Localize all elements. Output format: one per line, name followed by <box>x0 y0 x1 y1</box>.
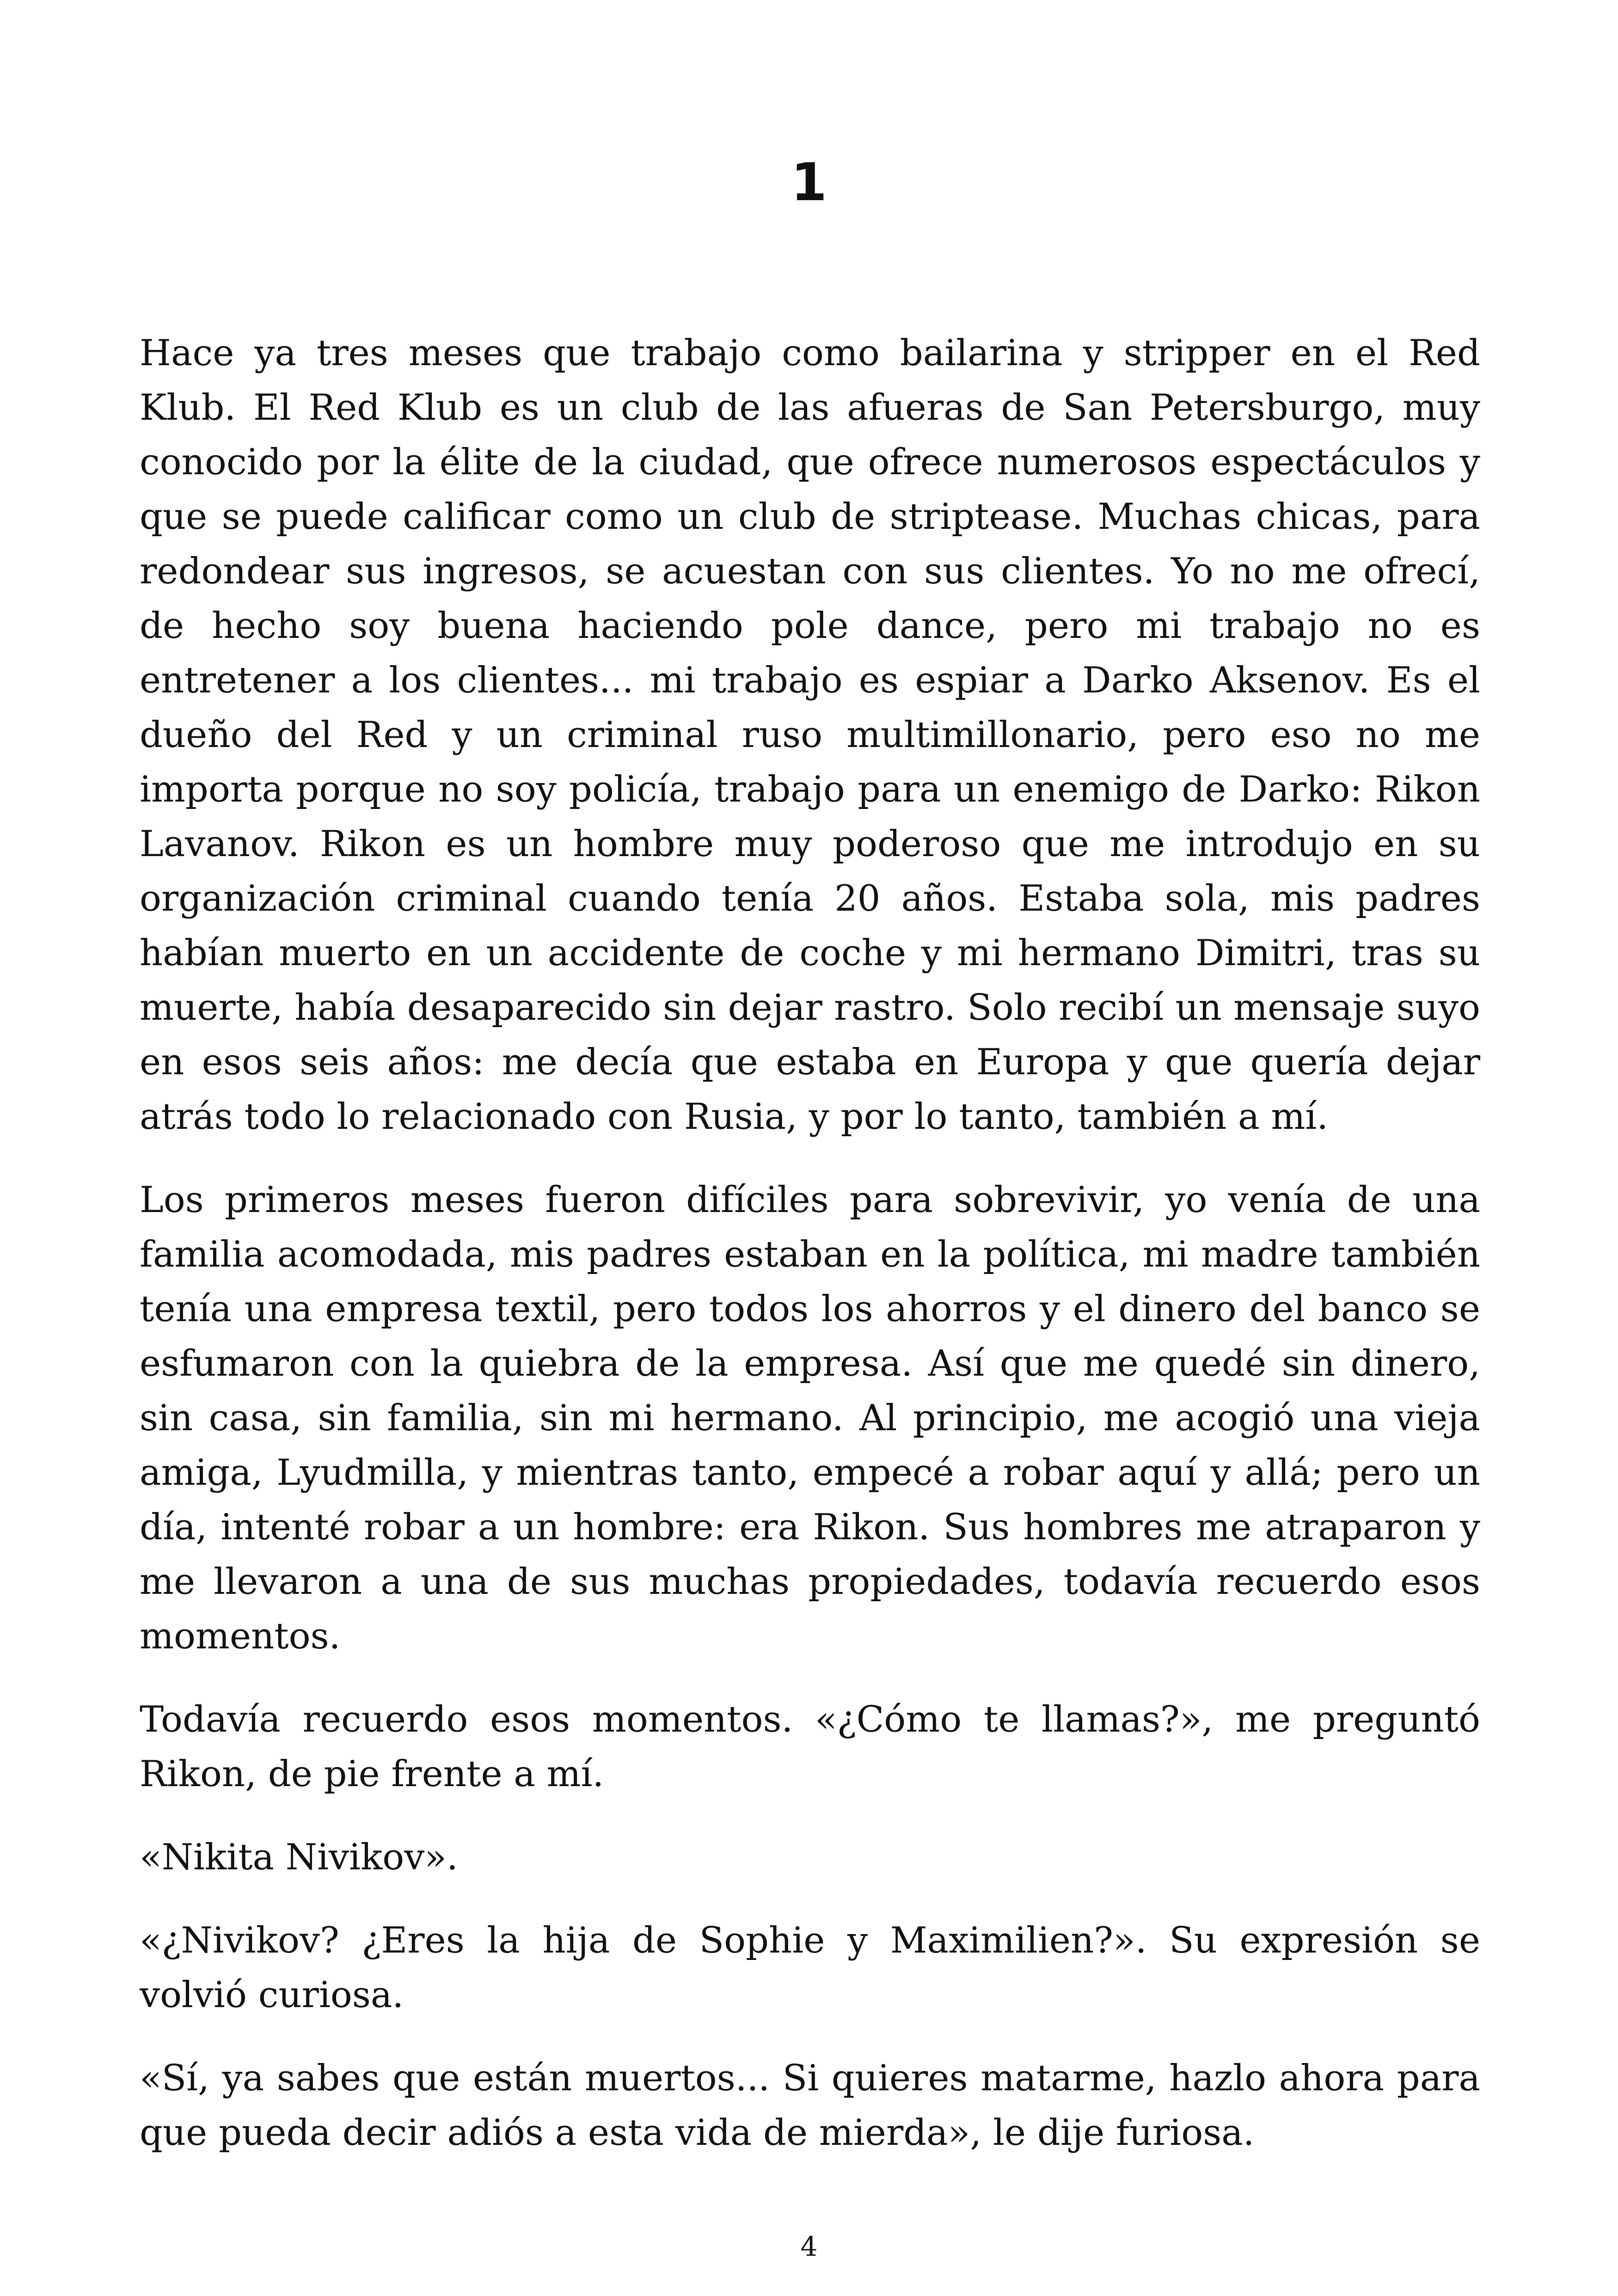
body-text <box>140 326 1480 2189</box>
paragraph: «Nikita Nivikov». <box>140 1837 458 1878</box>
paragraph: «¿Nivikov? ¿Eres la hija de Sophie y Maximilien?». Su expresión se volvió curiosa. <box>140 1920 1480 2016</box>
page-number: 4 <box>800 2231 818 2262</box>
paragraph: Todavía recuerdo esos momentos. «¿Cómo te llamas?», me preguntó Rikon, de pie frente a mí. <box>140 1699 1480 1795</box>
paragraph: «Sí, ya sabes que están muertos... Si quieres matarme, hazlo ahora para que pueda decir adiós a esta vida de mierda», le dije furiosa. <box>140 2057 1480 2154</box>
chapter-number: 1 <box>791 153 827 213</box>
paragraph: Hace ya tres meses que trabajo como bailarina y stripper en el Red Klub. El Red Klub es un club de las afueras de San Petersburgo, muy conocido por la élite de la ciudad, que ofrece numerosos espectáculos y que se puede calificar como un club de striptease. Muchas chicas, para redondear sus ingresos, se acuestan con sus clientes. Yo no me ofrecí, de hecho soy buena haciendo pole dance, pero mi trabajo no es entretener a los clientes... mi trabajo es espiar a Darko Aksenov. Es el dueño del Red y un criminal ruso multimillonario, pero eso no me importa porque no soy policía, trabajo para un enemigo de Darko: Rikon Lavanov. Rikon es un hombre muy poderoso que me introdujo en su organización criminal cuando tenía 20 años. Estaba sola, mis padres habían muerto en un accidente de coche y mi hermano Dimitri, tras su muerte, había desaparecido sin dejar rastro. Solo recibí un mensaje suyo en esos seis años: me decía que estaba en Europa y que quería dejar atrás todo lo relacionado con Rusia, y por lo tanto, también a mí. <box>140 332 1480 1138</box>
paragraph: Los primeros meses fueron difíciles para sobrevivir, yo venía de una familia acomodada, mis padres estaban en la política, mi madre también tenía una empresa textil, pero todos los ahorros y el dinero del banco se esfumaron con la quiebra de la empresa. Así que me quedé sin dinero, sin casa, sin familia, sin mi hermano. Al principio, me acogió una vieja amiga, Lyudmilla, y mientras tanto, empecé a robar aquí y allá; pero un día, intenté robar a un hombre: era Rikon. Sus hombres me atraparon y me llevaron a una de sus muchas propiedades, todavía recuerdo esos momentos. <box>140 1179 1480 1657</box>
